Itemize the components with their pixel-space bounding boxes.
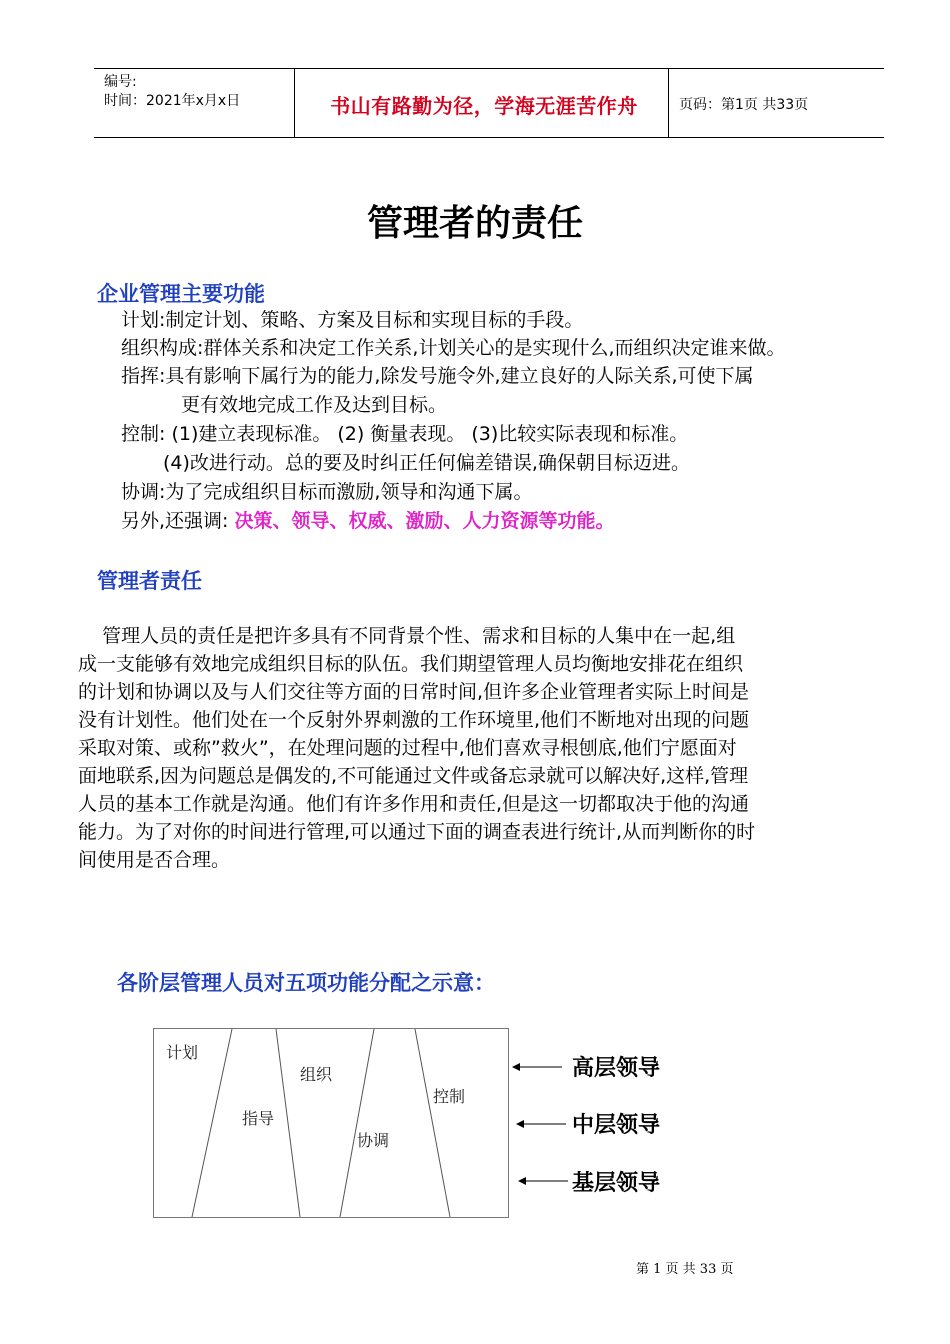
paragraph-line: 采取对策、或称”救火”，在处理问题的过程中,他们喜欢寻根刨底,他们宁愿面对 (78, 737, 737, 759)
function-label-control: 控制 (433, 1087, 466, 1106)
paragraph-line: 管理人员的责任是把许多具有不同背景个性、需求和目标的人集中在一起,组 (78, 625, 736, 647)
responsibility-paragraph (78, 622, 878, 874)
function-line-control-cont: (4)改进行动。总的要及时纠正任何偏差错误,确保朝目标迈进。 (163, 452, 690, 474)
function-line-organize: 组织构成:群体关系和决定工作关系,计划关心的是实现什么,而组织决定谁来做。 (121, 337, 786, 359)
arrow-head-icon (518, 1177, 526, 1185)
function-line-additional (121, 507, 615, 535)
paragraph-line: 人员的基本工作就是沟通。他们有许多作用和责任,但是这一切都取决于他的沟通 (78, 793, 750, 815)
divider-line (276, 1029, 300, 1217)
paragraph-line: 面地联系,因为问题总是偶发的,不可能通过文件或备忘录就可以解决好,这样,管理 (78, 765, 749, 787)
header-divider (668, 69, 669, 137)
number-label: 编号: (104, 74, 137, 90)
function-line-control: 控制: (1)建立表现标准。 (2) 衡量表现。 (3)比较实际表现和标准。 (121, 423, 689, 445)
additional-prefix: 另外,还强调: (121, 510, 235, 532)
section-heading-responsibility: 管理者责任 (97, 569, 202, 593)
function-label-organize: 组织 (300, 1065, 333, 1084)
section-heading-functions: 企业管理主要功能 (97, 282, 265, 306)
page-header (94, 68, 884, 138)
level-label-top: 高层领导 (572, 1056, 661, 1081)
motto: 书山有路勤为径，学海无涯苦作舟 (330, 94, 638, 118)
function-label-coordinate: 协调 (357, 1131, 390, 1150)
function-line-coordinate: 协调:为了完成组织目标而激励,领导和沟通下属。 (121, 481, 533, 503)
diagram-dividers (154, 1029, 508, 1217)
function-line-direct: 指挥:具有影响下属行为的能力,除发号施令外,建立良好的人际关系,可使下属 (121, 365, 754, 387)
function-line-direct-cont: 更有效地完成工作及达到目标。 (181, 394, 448, 416)
arrow-head-icon (516, 1120, 524, 1128)
function-label-direct: 指导 (242, 1109, 275, 1128)
section-heading-distribution: 各阶层管理人员对五项功能分配之示意： (117, 971, 495, 995)
page-info: 页码：第1页 共33页 (679, 97, 809, 113)
level-label-base: 基层领导 (572, 1171, 661, 1196)
function-distribution-diagram (153, 1028, 509, 1218)
additional-highlight: 决策、领导、权威、激励、人力资源等功能。 (234, 510, 615, 532)
divider-line (415, 1029, 450, 1217)
paragraph-line: 没有计划性。他们处在一个反射外界刺激的工作环境里,他们不断地对出现的问题 (78, 709, 750, 731)
paragraph-line: 能力。为了对你的时间进行管理,可以通过下面的调查表进行统计,从而判断你的时 (78, 821, 756, 843)
function-label-plan: 计划 (166, 1043, 199, 1062)
function-line-plan: 计划:制定计划、策略、方案及目标和实现目标的手段。 (121, 309, 584, 331)
page-footer: 第 1 页 共 33 页 (636, 1262, 734, 1277)
header-divider (294, 69, 295, 137)
paragraph-line: 间使用是否合理。 (78, 849, 231, 871)
level-arrows (510, 1055, 570, 1195)
divider-line (340, 1029, 374, 1217)
paragraph-line: 成一支能够有效地完成组织目标的队伍。我们期望管理人员均衡地安排花在组织 (78, 653, 744, 675)
page-title: 管理者的责任 (366, 203, 583, 244)
level-label-middle: 中层领导 (572, 1113, 661, 1138)
paragraph-line: 的计划和协调以及与人们交往等方面的日常时间,但许多企业管理者实际上时间是 (78, 681, 750, 703)
time-label: 时间：2021年x月x日 (104, 93, 241, 109)
arrow-head-icon (512, 1063, 520, 1071)
